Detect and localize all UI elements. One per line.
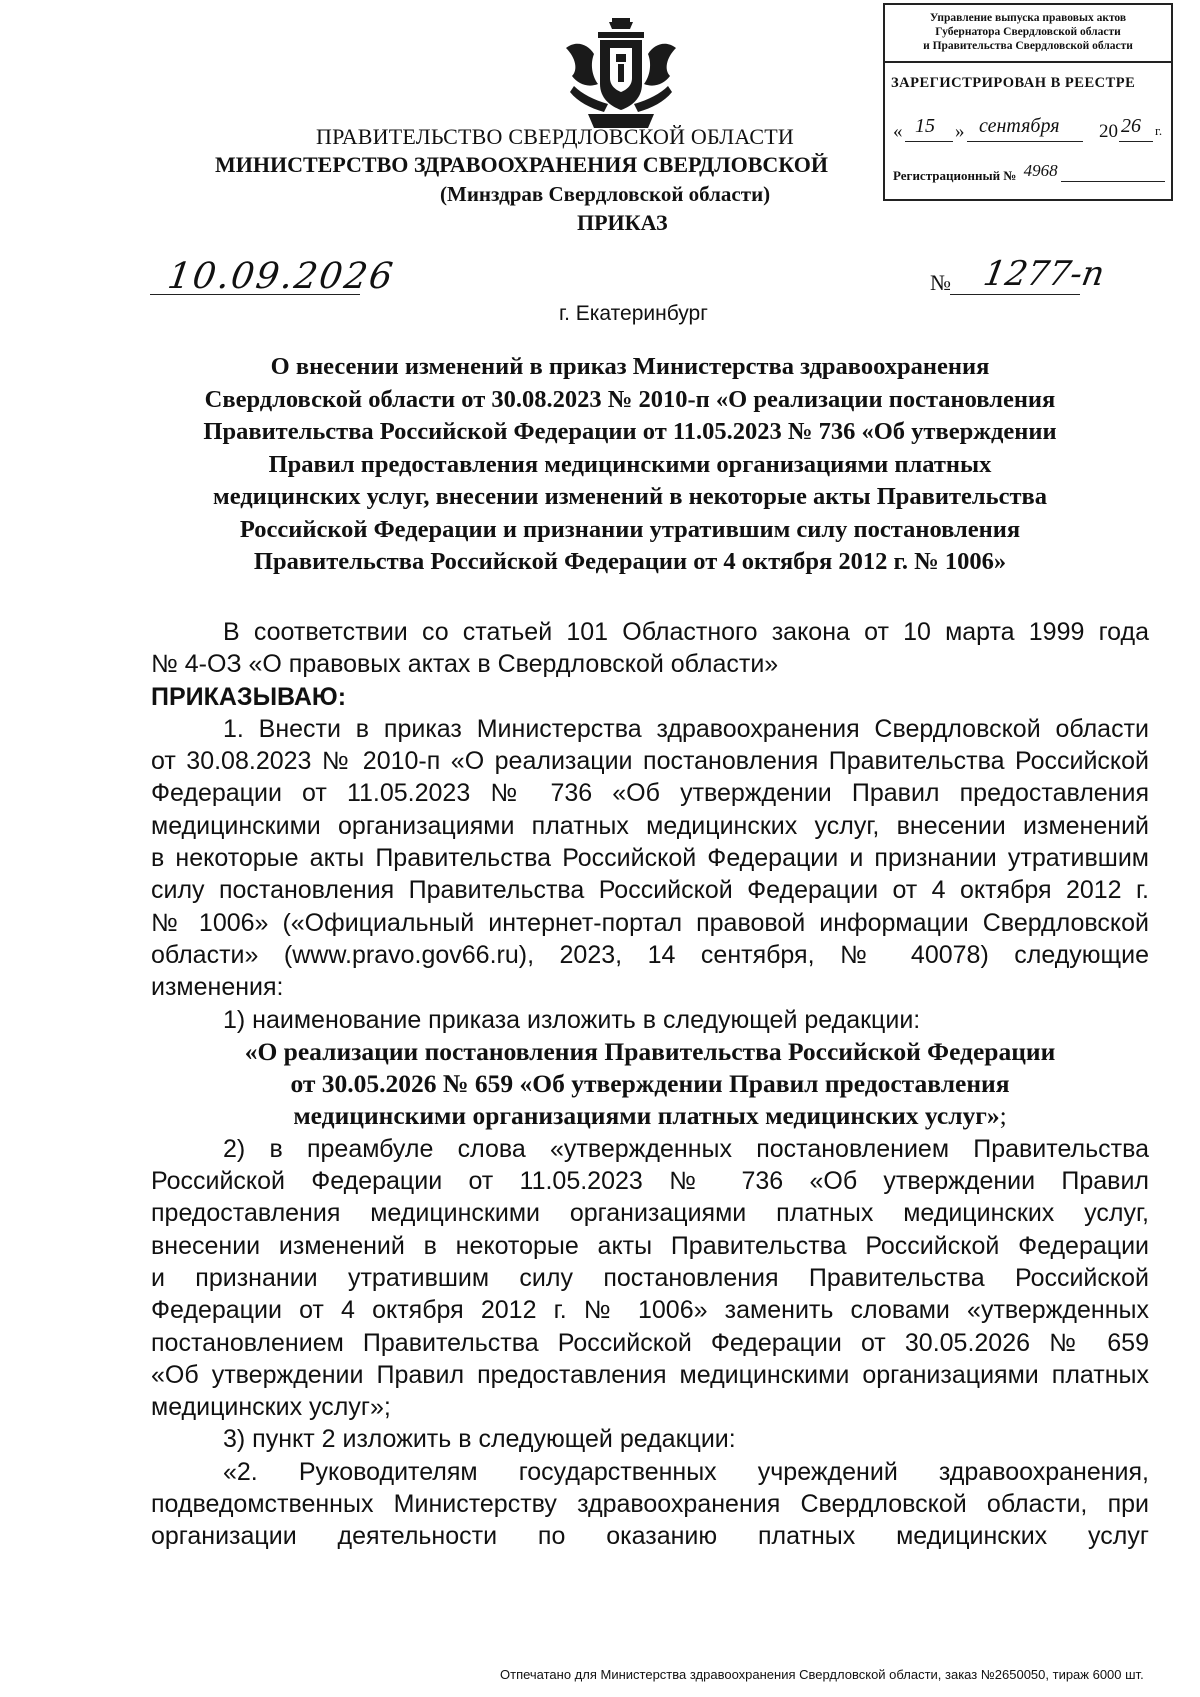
ministry-short-name: (Минздрав Свердловской области) [440, 182, 771, 206]
paragraph-1-line: 1. Внести в приказ Министерства здравоохранения Свердловской области [223, 714, 1149, 743]
paragraph-1-line: Федерации от 11.05.2023 № 736 «Об утверждении Правил предоставления [151, 779, 1149, 808]
stamp-registered-label: ЗАРЕГИСТРИРОВАН В РЕЕСТРЕ [891, 75, 1136, 91]
stamp-reg-value: 4968 [1023, 161, 1058, 180]
stamp-header-line: Губернатора Свердловской области [935, 26, 1121, 38]
order-number: 1277-п [980, 254, 1108, 294]
stamp-header [885, 5, 1171, 63]
title-line: медицинских услуг, внесении изменений в некоторые акты Правительства [213, 483, 1047, 510]
stamp-header-line: и Правительства Свердловской области [923, 40, 1133, 52]
stamp-date-year-suffix: 26 [1121, 115, 1141, 137]
item-3-text-line: «2. Руководителям государственных учреждений здравоохранения, [223, 1457, 1149, 1486]
title-line: Правительства Российской Федерации от 11.05.2023 № 736 «Об утверждении [203, 418, 1057, 445]
stamp-date-month: сентября [979, 115, 1060, 137]
new-title-end: ; [999, 1101, 1007, 1131]
paragraph-1-line: силу постановления Правительства Российской Федерации от 4 октября 2012 г. [151, 876, 1149, 905]
stamp-reg-label: Регистрационный № [893, 168, 1017, 183]
number-underline [950, 294, 1080, 295]
item-2-line: 2) в преамбуле слова «утвержденных постановлением Правительства [223, 1134, 1149, 1163]
title-line: Правительства Российской Федерации от 4 октября 2012 г. № 1006» [253, 548, 1007, 575]
number-sign: № [930, 270, 951, 295]
new-title-line: «О реализации постановления Правительства Российской Федерации [244, 1036, 1056, 1066]
title-line: Российской Федерации и признании утратившим силу постановления [239, 515, 1021, 543]
order-date: 10.09.2026 [165, 256, 398, 297]
new-title [151, 1036, 1149, 1133]
title-line: Свердловской области от 30.08.2023 № 2010-п «О реализации постановления [204, 385, 1056, 413]
city: г. Екатеринбург [559, 302, 708, 325]
coat-of-arms-emblem [560, 18, 682, 130]
document-title [130, 351, 1130, 579]
stamp-date-open-quote: « [893, 121, 903, 142]
paragraph-1-line: области» (www.pravo.gov66.ru), 2023, 14 сентября, № 40078) следующие [151, 940, 1149, 969]
stamp-date-year-prefix: 20 [1099, 121, 1118, 142]
new-title-line: медицинскими организациями платных медицинских услуг» [293, 1101, 1000, 1131]
stamp-header-line: Управление выпуска правовых актов [929, 12, 1127, 24]
stamp-date-day: 15 [915, 115, 935, 137]
preamble-line: В соответствии со статьей 101 Областного закона от 10 марта 1999 года [223, 618, 1149, 646]
stamp-date-close-quote: » [955, 121, 965, 142]
print-footer: Отпечатано для Министерства здравоохранения Свердловской области, заказ №2650050, тираж 6000 шт. [500, 1667, 1144, 1682]
item-2-line: Российской Федерации от 11.05.2023 № 736 «Об утверждении Правил [151, 1167, 1149, 1196]
ministry-name: МИНИСТЕРСТВО ЗДРАВООХРАНЕНИЯ СВЕРДЛОВСКОЙ [215, 152, 828, 177]
title-line: Правил предоставления медицинскими организациями платных [268, 450, 992, 478]
document-body [151, 616, 1149, 1553]
paragraph-1-line: медицинскими организациями платных медицинских услуг, внесении изменений [151, 811, 1149, 840]
item-2-line: Федерации от 4 октября 2012 г. № 1006» заменить словами «утвержденных [151, 1296, 1149, 1325]
document-type: ПРИКАЗ [577, 210, 668, 235]
item-2-line: постановлением Правительства Российской Федерации от 30.05.2026 № 659 [151, 1328, 1149, 1357]
registration-stamp [883, 3, 1173, 201]
new-title-line: от 30.05.2026 № 659 «Об утверждении Правил предоставления [290, 1069, 1010, 1099]
order-word: ПРИКАЗЫВАЮ: [151, 682, 347, 711]
item-3-text-line: организации деятельности по оказанию платных медицинских услуг [151, 1522, 1149, 1551]
paragraph-1-line: изменения: [151, 973, 284, 1002]
item-2-line: внесении изменений в некоторые акты Правительства Российской Федерации [151, 1231, 1149, 1260]
preamble-line: № 4-ОЗ «О правовых актах в Свердловской области» [151, 650, 779, 679]
item-3-text-line: подведомственных Министерству здравоохранения Свердловской области, при [151, 1490, 1149, 1519]
stamp-date-g: г. [1155, 123, 1163, 138]
item-1: 1) наименование приказа изложить в следующей редакции: [223, 1005, 921, 1034]
paragraph-1-line: от 30.08.2023 № 2010-п «О реализации постановления Правительства Российской [151, 747, 1149, 776]
paragraph-1-line: в некоторые акты Правительства Российской Федерации и признании утратившим [151, 844, 1149, 873]
government-name: ПРАВИТЕЛЬСТВО СВЕРДЛОВСКОЙ ОБЛАСТИ [316, 124, 794, 149]
item-3: 3) пункт 2 изложить в следующей редакции: [223, 1425, 736, 1454]
item-2-line: предоставления медицинскими организациями платных медицинских услуг, [151, 1199, 1149, 1228]
item-2-line: медицинских услуг»; [151, 1393, 391, 1422]
paragraph-1-line: № 1006» («Официальный интернет-портал правовой информации Свердловской [151, 908, 1149, 937]
stamp-reg-number [893, 161, 1171, 185]
date-underline [150, 294, 360, 295]
item-2-line: и признании утратившим силу постановления Правительства Российской [151, 1263, 1149, 1292]
item-2-line: «Об утверждении Правил предоставления медицинскими организациями платных [151, 1360, 1149, 1389]
title-line: О внесении изменений в приказ Министерства здравоохранения [270, 353, 990, 380]
